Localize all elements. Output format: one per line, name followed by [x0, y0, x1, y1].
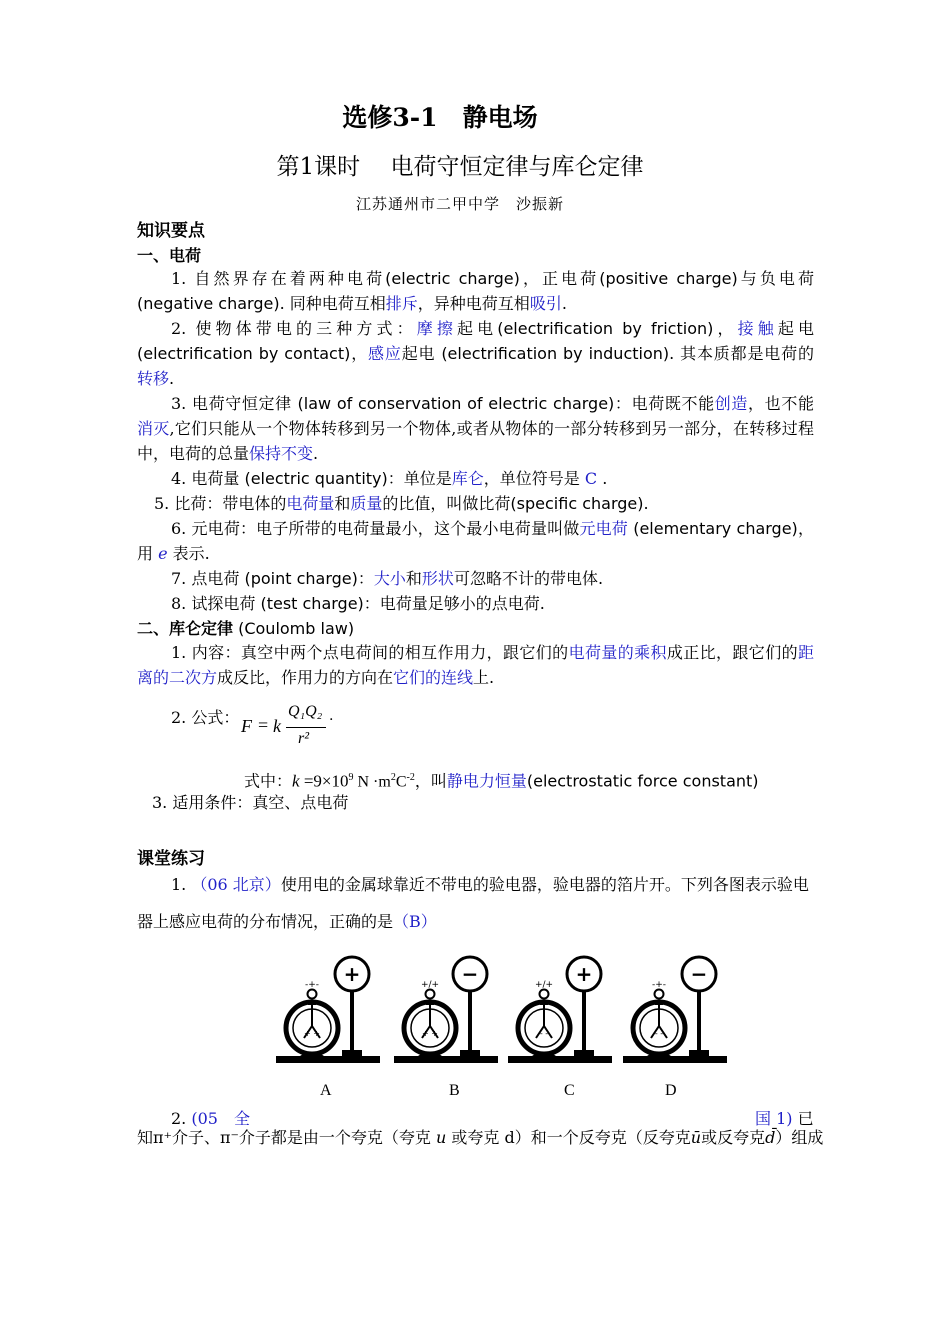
page-title: 选修3-1 静电场: [342, 103, 538, 132]
knob-charge-mark: +/+: [534, 980, 554, 990]
ball-sign-d: −: [690, 962, 708, 986]
section-coulomb-heading: 二、库仑定律 (Coulomb law): [137, 619, 355, 638]
question-2-source-end: 国 1) 已: [755, 1109, 814, 1128]
formula-numerator: Q₁Q₂: [288, 703, 323, 720]
ball-sign-c: +: [575, 962, 593, 986]
leaf-charge-mark: + +: [304, 1029, 320, 1038]
electroscope-b: [394, 957, 498, 1063]
exercise-heading: 课堂练习: [137, 849, 205, 869]
figure-label-d: D: [665, 1082, 677, 1099]
point-5: 5. 比荷：带电体的电荷量和质量的比值，叫做比荷(specific charge).: [154, 494, 649, 513]
electroscope-figure: [272, 950, 732, 1072]
formula-label: 2. 公式：: [171, 708, 240, 727]
question-1-line-2: 器上感应电荷的分布情况，正确的是（B）: [137, 912, 437, 931]
leaf-charge-mark: - -: [654, 1029, 664, 1038]
question-2-line-2: 知π⁺介子、π⁻介子都是由一个夸克（夸克 u 或夸克 d）和一个反夸克（反夸克ū或反夸克d̄）组成: [137, 1128, 824, 1147]
formula-lhs: F: [241, 716, 252, 736]
figure-label-b: B: [449, 1082, 460, 1099]
figure-label-a: A: [320, 1082, 332, 1099]
coulomb-content: 1. 内容：真空中两个点电荷间的相互作用力，跟它们的电荷量的乘积成正比，跟它们的距离的二次方成反比，作用力的方向在它们的连线上.: [137, 643, 814, 687]
point-4: 4. 电荷量 (electric quantity)：单位是库仑，单位符号是 C .: [171, 469, 608, 488]
applicable-conditions: 3. 适用条件：真空、点电荷: [152, 793, 349, 812]
question-2-start: 2. (05 全: [171, 1109, 250, 1128]
point-1: 1. 自然界存在着两种电荷(electric charge)，正电荷(positive charge)与负电荷(negative charge). 同种电荷互相排斥，异种电荷互相吸引.: [137, 269, 814, 313]
electroscope-c: [508, 957, 612, 1063]
formula-equals: =: [258, 715, 269, 735]
electroscope-d: [623, 957, 727, 1063]
formula-denominator: r²: [298, 730, 310, 747]
knob-charge-mark: +/+: [420, 980, 440, 990]
lesson-subtitle: 第1课时 电荷守恒定律与库仑定律: [276, 154, 644, 180]
point-6: 6. 元电荷：电子所带的电荷量最小，这个最小电荷量叫做元电荷 (elementary charge)，用 e 表示.: [137, 519, 814, 563]
knob-charge-mark: -+-: [651, 980, 667, 990]
fraction-bar: [286, 727, 326, 728]
formula-period: .: [329, 708, 334, 724]
section-charge-heading: 一、电荷: [137, 246, 202, 265]
constant-line: 式中：$k =9\times 10^9$ $N \cdot m^2C^{-2}$，叫静电力恒量(electrostatic force constant): [244, 771, 759, 791]
leaf-charge-mark: - -: [539, 1029, 549, 1038]
formula-k: k: [273, 716, 281, 736]
author-line: 江苏通州市二甲中学 沙振新: [355, 195, 564, 213]
ball-sign-b: −: [461, 962, 479, 986]
question-1-line-1: 1. （06 北京）使用电的金属球靠近不带电的验电器，验电器的箔片开。下列各图表示验电: [171, 875, 809, 894]
leaf-charge-mark: + +: [422, 1029, 438, 1038]
point-8: 8. 试探电荷 (test charge)：电荷量足够小的点电荷.: [171, 594, 545, 613]
electroscope-a: [276, 957, 380, 1063]
knowledge-heading: 知识要点: [137, 221, 205, 241]
point-7: 7. 点电荷 (point charge)：大小和形状可忽略不计的带电体.: [171, 569, 604, 588]
figure-label-c: C: [564, 1082, 575, 1099]
ball-sign-a: +: [343, 962, 361, 986]
point-3: 3. 电荷守恒定律 (law of conservation of electric charge)：电荷既不能创造，也不能消灭,它们只能从一个物体转移到另一个物体,或者从物体的一部分转移到另一部分，在转移过程中，电荷的总量保持不变.: [137, 394, 814, 463]
point-2: 2. 使物体带电的三种方式：摩擦起电(electrification by friction)，接触起电(electrification by contact)，感应起电 (electrification by induction). 其本质都是电荷的转移.: [137, 319, 814, 388]
knob-charge-mark: -+-: [304, 980, 320, 990]
